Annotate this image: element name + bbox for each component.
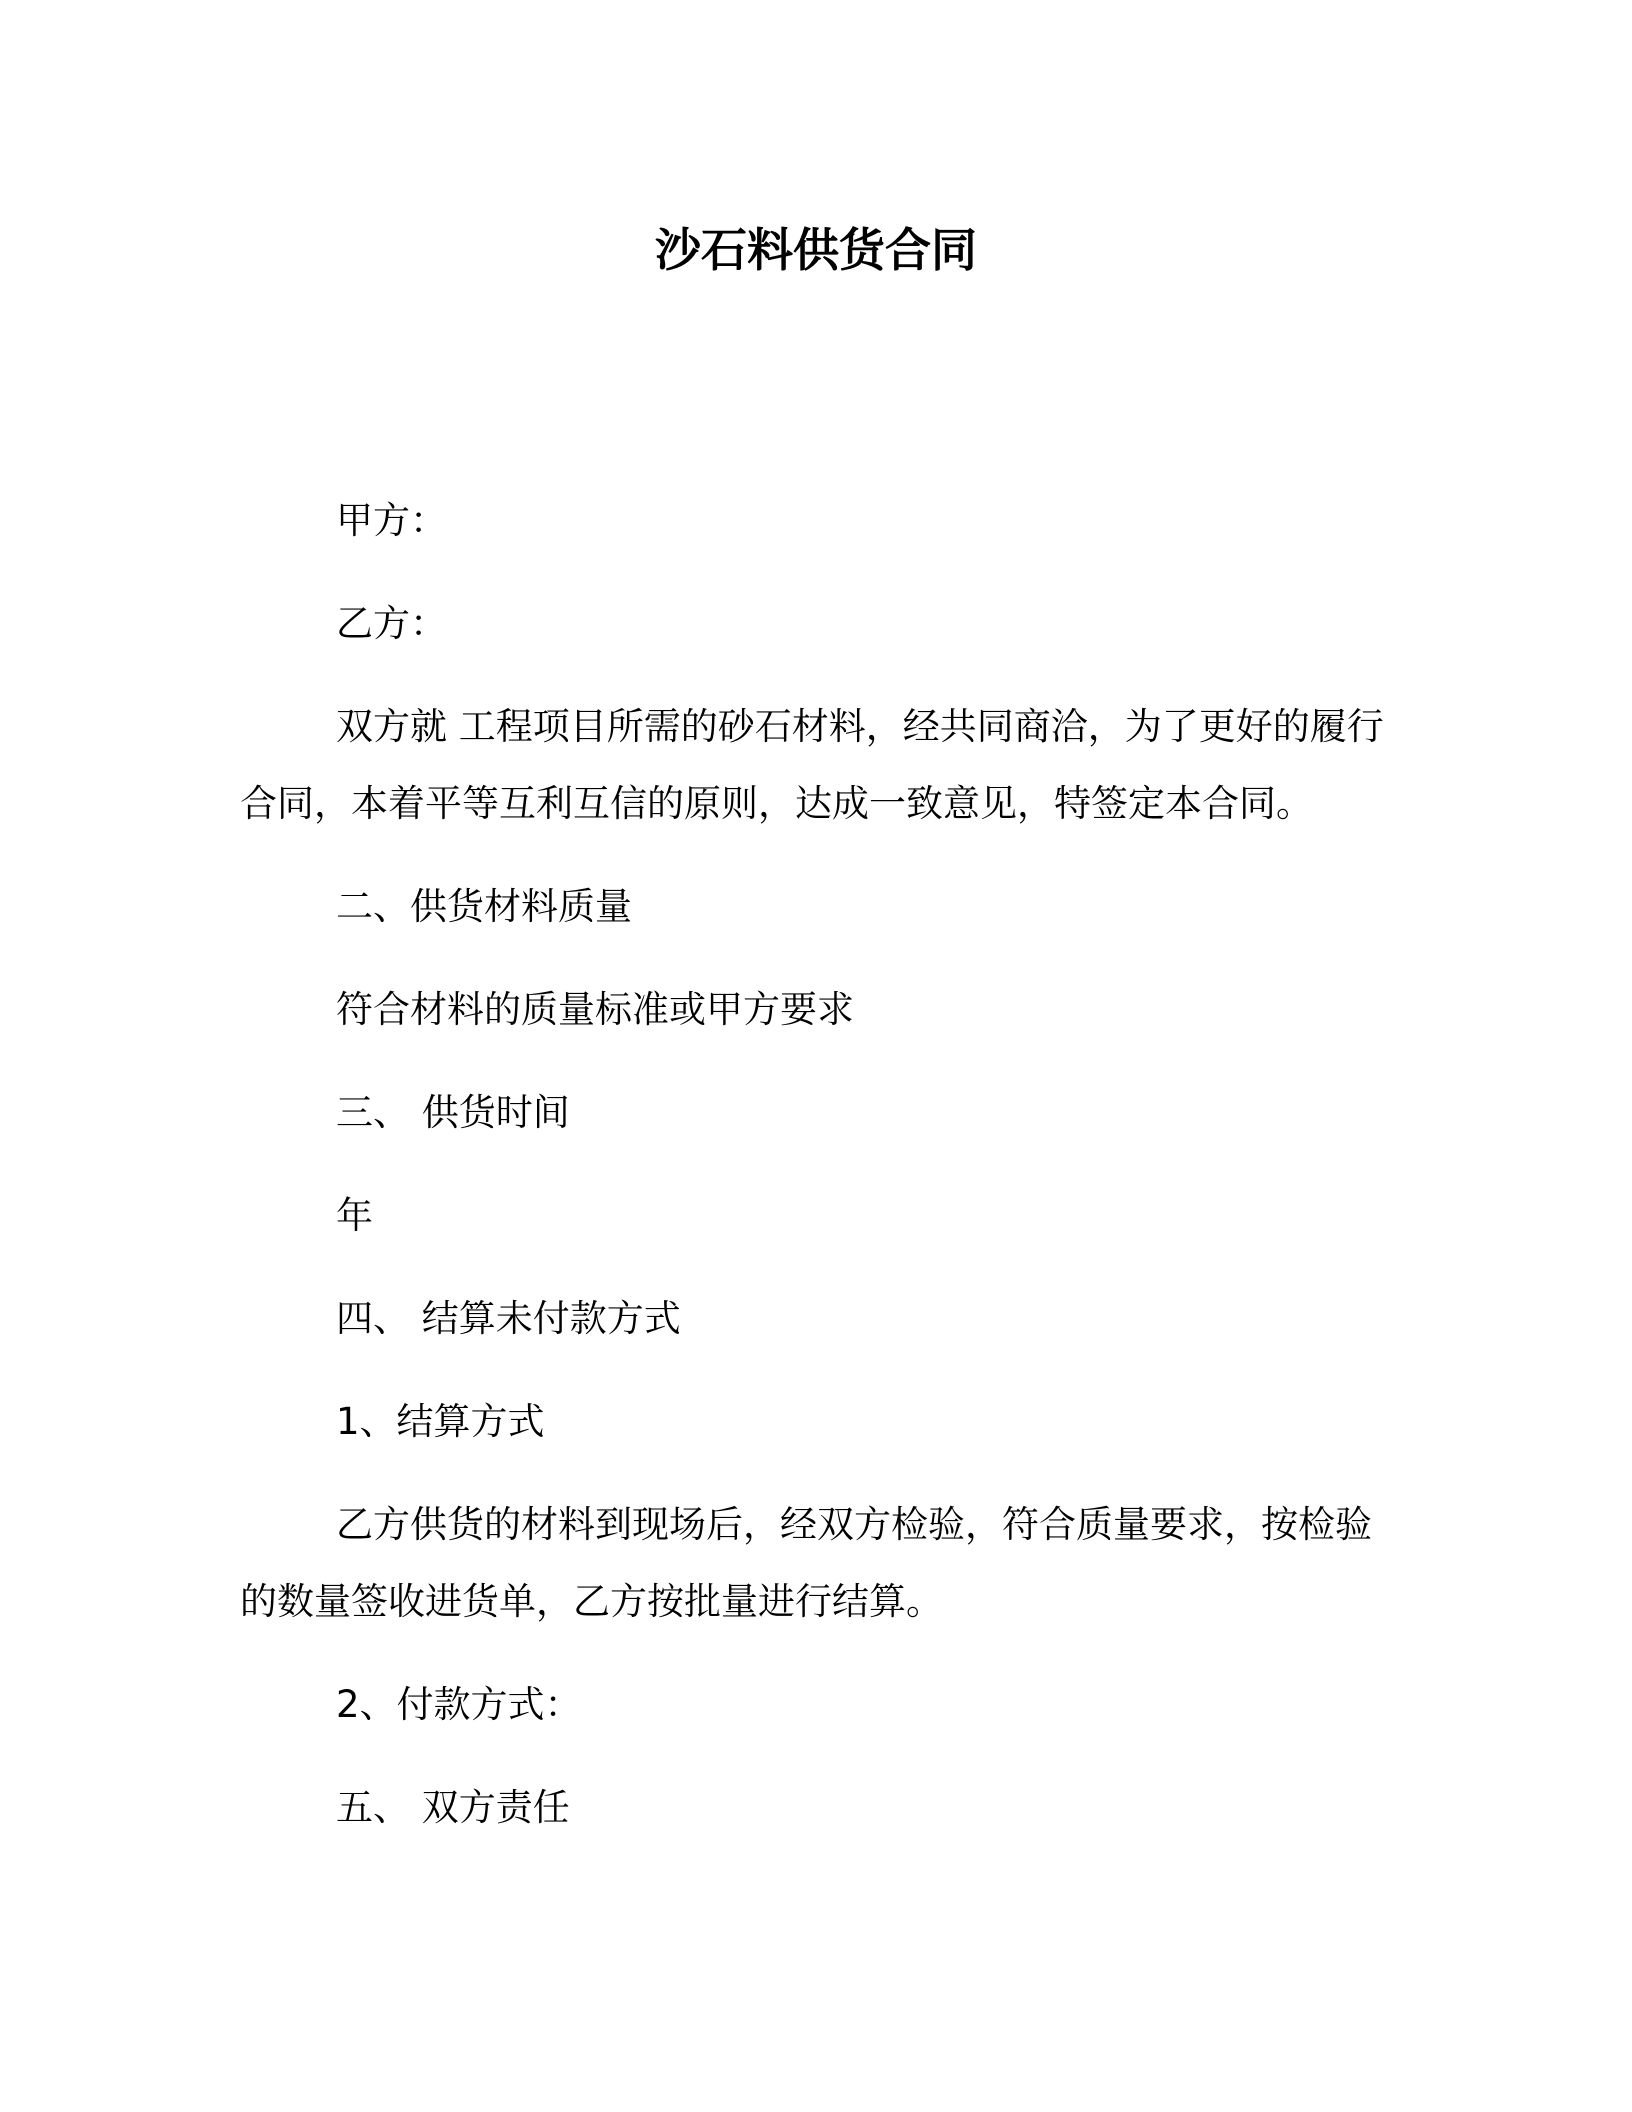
- intro-paragraph: [240, 688, 1384, 842]
- section-4-sub-1-line-2: 的数量签收进货单，乙方按批量进行结算。: [240, 1580, 943, 1623]
- section-4-sub-2-heading: 2、付款方式：: [336, 1683, 582, 1726]
- section-2-heading: 二、供货材料质量: [336, 885, 632, 928]
- intro-line-2: 合同，本着平等互利互信的原则，达成一致意见，特签定本合同。: [240, 782, 1313, 825]
- section-4-sub-1-heading: 1、结算方式: [336, 1400, 545, 1443]
- section-5-heading: 五、 双方责任: [336, 1786, 570, 1829]
- section-4-sub-1-paragraph: [240, 1486, 1380, 1640]
- party-b-label: 乙方：: [336, 602, 447, 645]
- intro-line-1: 双方就 工程项目所需的砂石材料，经共同商洽，为了更好的履行: [336, 705, 1384, 748]
- party-a-label: 甲方：: [336, 499, 447, 542]
- section-2-text: 符合材料的质量标准或甲方要求: [336, 988, 854, 1031]
- document-title: 沙石料供货合同: [655, 223, 977, 277]
- section-3-heading: 三、 供货时间: [336, 1091, 570, 1134]
- section-4-heading: 四、 结算未付款方式: [336, 1297, 681, 1340]
- section-3-text: 年: [336, 1194, 373, 1237]
- section-4-sub-1-line-1: 乙方供货的材料到现场后，经双方检验，符合质量要求，按检验: [336, 1503, 1372, 1546]
